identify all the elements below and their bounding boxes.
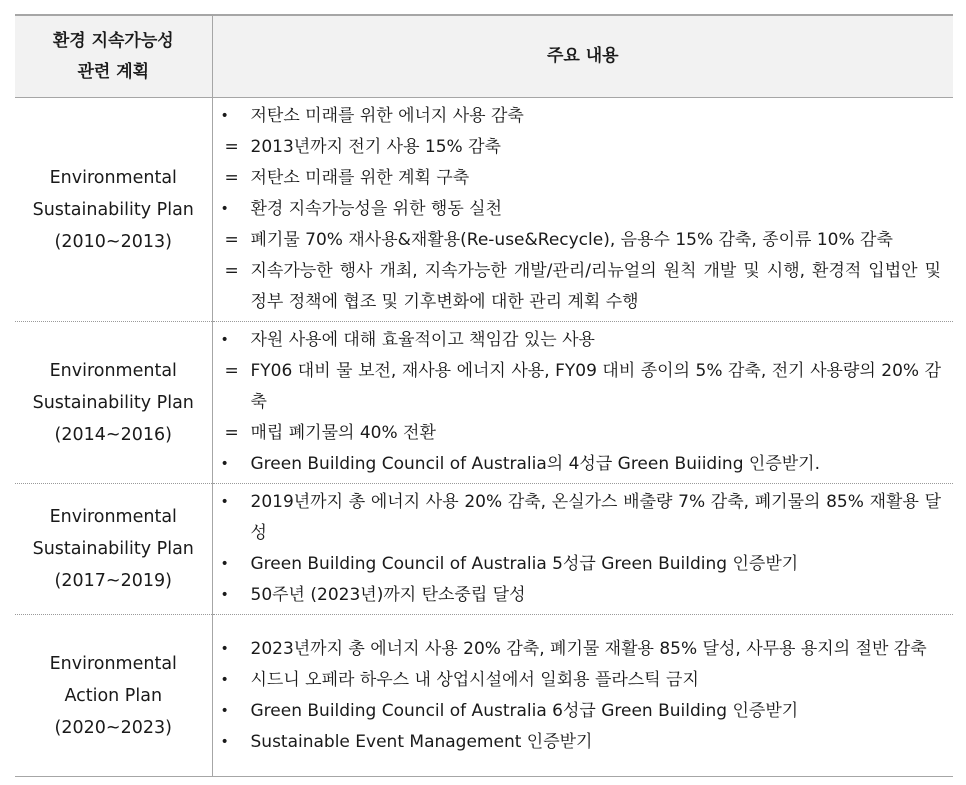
list-item [220, 449, 954, 480]
list-item-text: 폐기물 70% 재사용&재활용(Re-use&Recycle), 음용수 15% 감축, 종이류 10% 감축 [250, 230, 893, 250]
header-plan-line-2: 관련 계획 [77, 61, 150, 82]
plan-content-cell [212, 98, 953, 322]
list-item [220, 325, 954, 356]
list-item [223, 356, 954, 418]
list-item [223, 256, 954, 318]
bullet-marker: • [220, 494, 229, 510]
header-plan-line-1: 환경 지속가능성 [52, 30, 174, 51]
sub-item-marker: = [224, 168, 239, 188]
bullet-marker: • [220, 671, 229, 688]
list-item-text: Green Building Council of Australia 6성급 Green Building 인증받기 [250, 700, 799, 721]
bullet-marker: • [220, 556, 229, 572]
list-item-text: Green Building Council of Australia의 4성급 Green Buiiding 인증받기. [250, 454, 820, 474]
bullet-marker: • [220, 640, 229, 657]
list-item [220, 634, 954, 665]
plan-name-line-1: Environmental [49, 507, 177, 527]
table-row [15, 322, 953, 484]
environmental-plan-table [15, 14, 953, 777]
table-row [15, 615, 953, 777]
plan-name-line-3: (2014~2016) [54, 424, 172, 445]
list-item [220, 665, 954, 696]
plan-content-cell [212, 484, 953, 615]
table-header [15, 15, 953, 98]
header-content-column: 주요 내용 [212, 15, 953, 98]
list-item [220, 727, 954, 758]
list-item-text: 2013년까지 전기 사용 15% 감축 [250, 137, 501, 157]
list-item [223, 163, 954, 194]
sub-item-marker: = [224, 423, 239, 443]
plan-name-cell [15, 615, 212, 777]
list-item-text: 저탄소 미래를 위한 계획 구축 [250, 168, 470, 188]
plan-name-line-2: Action Plan [64, 685, 163, 706]
sub-item-marker: = [224, 361, 239, 381]
list-item-text: FY06 대비 물 보전, 재사용 에너지 사용, FY09 대비 종이의 5% 감축, 전기 사용량의 20% 감축 [250, 361, 941, 412]
plan-name-line-1: Environmental [49, 360, 177, 381]
list-item-text: 매립 폐기물의 40% 전환 [250, 423, 436, 443]
list-item-text: 저탄소 미래를 위한 에너지 사용 감축 [250, 106, 524, 126]
list-item-text: 환경 지속가능성을 위한 행동 실천 [250, 199, 503, 219]
list-item-text: Sustainable Event Management 인증받기 [250, 731, 593, 752]
header-row [15, 15, 953, 98]
plan-name-line-1: Environmental [49, 167, 177, 188]
sub-item-marker: = [224, 261, 239, 281]
plan-content-cell [212, 322, 953, 484]
bullet-marker: • [220, 456, 229, 472]
list-item [223, 132, 954, 163]
plan-name-line-1: Environmental [49, 653, 177, 674]
list-item [223, 225, 954, 256]
bullet-marker: • [220, 587, 229, 603]
sub-item-marker: = [224, 137, 239, 157]
list-item-text: 2019년까지 총 에너지 사용 20% 감축, 온실가스 배출량 7% 감축, 폐기물의 85% 재활용 달성 [250, 492, 941, 543]
list-item [223, 418, 954, 449]
plan-name-line-2: Sustainability Plan [32, 199, 194, 220]
list-item-text: 시드니 오페라 하우스 내 상업시설에서 일회용 플라스틱 금지 [250, 669, 699, 690]
list-item-text: 50주년 (2023년)까지 탄소중립 달성 [250, 585, 526, 605]
plan-name-cell [15, 98, 212, 322]
list-item-text: 2023년까지 총 에너지 사용 20% 감축, 폐기물 재활용 85% 달성, 사무용 용지의 절반 감축 [250, 638, 927, 659]
content-list [220, 325, 954, 480]
header-plan-column [15, 15, 212, 98]
sub-item-marker: = [224, 230, 239, 250]
plan-name-line-2: Sustainability Plan [32, 392, 194, 413]
list-item-text: Green Building Council of Australia 5성급 Green Building 인증받기 [250, 554, 799, 574]
list-item [220, 580, 954, 611]
bullet-marker: • [220, 108, 229, 124]
plan-name-cell [15, 484, 212, 615]
table-body [15, 98, 953, 777]
list-item [220, 696, 954, 727]
plan-content-cell [212, 615, 953, 777]
list-item-text: 자원 사용에 대해 효율적이고 책임감 있는 사용 [250, 330, 595, 350]
bullet-marker: • [220, 332, 229, 348]
plan-name-line-2: Sustainability Plan [32, 539, 194, 559]
list-item [220, 101, 954, 132]
content-list [220, 487, 954, 611]
list-item [220, 549, 954, 580]
plan-name-cell [15, 322, 212, 484]
list-item [220, 194, 954, 225]
bullet-marker: • [220, 201, 229, 217]
table-row [15, 98, 953, 322]
content-list [220, 634, 954, 758]
plan-name-line-3: (2010~2013) [54, 231, 172, 252]
list-item [220, 487, 954, 549]
table-row [15, 484, 953, 615]
plan-name-line-3: (2017~2019) [54, 571, 172, 591]
plan-name-line-3: (2020~2023) [54, 717, 172, 738]
content-list [220, 101, 954, 318]
bullet-marker: • [220, 702, 229, 719]
bullet-marker: • [220, 733, 229, 750]
list-item-text: 지속가능한 행사 개최, 지속가능한 개발/관리/리뉴얼의 원칙 개발 및 시행, 환경적 입법안 및 정부 정책에 협조 및 기후변화에 대한 관리 계획 수행 [250, 261, 941, 312]
